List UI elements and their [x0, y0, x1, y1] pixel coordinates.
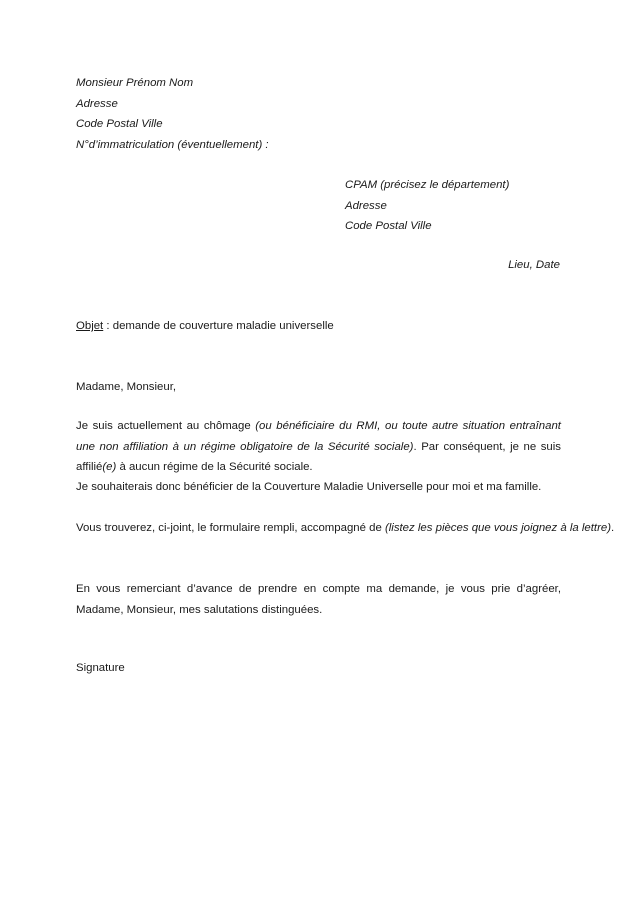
subject-label: Objet: [76, 320, 104, 332]
recipient-address: Adresse: [345, 199, 387, 212]
body-text: . Par conséquent, je ne suis affilié: [76, 440, 561, 474]
sender-block: [76, 76, 269, 159]
subject-line: [76, 320, 334, 332]
place-date: Lieu, Date: [508, 259, 560, 271]
sender-postal-city: Code Postal Ville: [76, 118, 163, 131]
signature: Signature: [76, 662, 125, 674]
recipient-postal-city: Code Postal Ville: [345, 220, 432, 233]
body-text-italic: (e): [102, 461, 117, 474]
body-text-italic: (listez les pièces que vous joignez à la lettre): [384, 522, 611, 534]
body-text: à aucun régime de la Sécurité sociale.: [116, 461, 313, 474]
body-paragraph-request: Je souhaiterais donc bénéficier de la Couverture Maladie Universelle pour moi et ma famille.: [76, 481, 542, 493]
sender-address: Adresse: [76, 97, 118, 110]
subject-text: : demande de couverture maladie universelle: [103, 320, 334, 332]
body-text-italic: (ou bénéficiaire du RMI, ou toute autre situation entraînant une non affiliation à un régime obligatoire de la Sécurité sociale): [76, 420, 561, 453]
body-paragraph-closing: En vous remerciant d’avance de prendre en compte ma demande, je vous prie d’agréer, Madame, Monsieur, mes salutations distinguées.: [76, 583, 561, 616]
body-text: Vous trouverez, ci-joint, le formulaire rempli, accompagné de: [76, 522, 385, 534]
body-paragraph-situation: [76, 416, 561, 478]
recipient-org: CPAM (précisez le département): [345, 179, 510, 191]
sender-registration-number: N°d’immatriculation (éventuellement) :: [76, 139, 269, 152]
body-paragraph-attachments: [76, 518, 615, 539]
body-text: Je suis actuellement au chômage: [76, 420, 256, 432]
sender-name: Monsieur Prénom Nom: [76, 77, 194, 89]
body-text: .: [611, 522, 615, 534]
salutation: Madame, Monsieur,: [76, 381, 177, 393]
recipient-block: [345, 178, 509, 240]
